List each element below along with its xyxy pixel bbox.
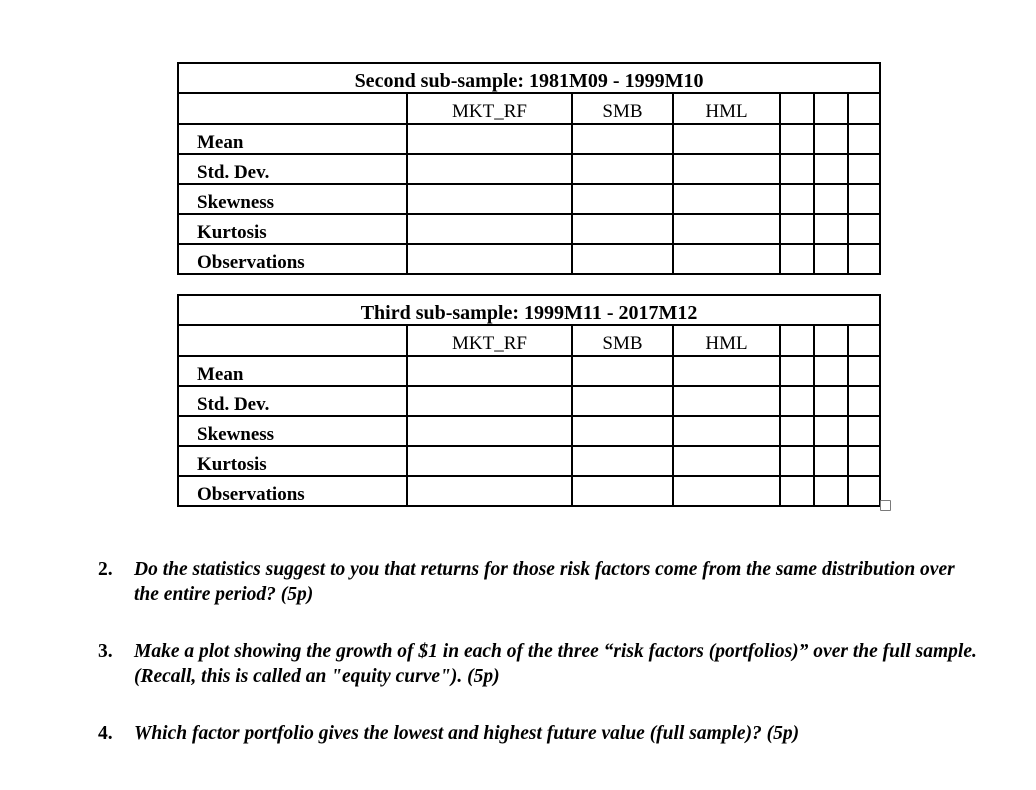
table-resize-handle[interactable] (880, 500, 891, 511)
table-cell[interactable] (572, 214, 673, 244)
table-row (178, 386, 880, 416)
table-row (178, 184, 880, 214)
third-subsample-table (177, 294, 881, 507)
question-item (98, 557, 988, 609)
table-cell[interactable] (572, 244, 673, 274)
row-label-observations: Observations (178, 476, 407, 506)
row-label-std-dev: Std. Dev. (178, 154, 407, 184)
column-header-mkt-rf: MKT_RF (407, 93, 572, 124)
table-cell[interactable] (572, 356, 673, 386)
table-cell[interactable] (572, 446, 673, 476)
table-cell[interactable] (407, 446, 572, 476)
table-cell[interactable] (407, 476, 572, 506)
table-cell[interactable] (572, 154, 673, 184)
table-cell[interactable] (673, 386, 780, 416)
table-row (178, 416, 880, 446)
table-title: Third sub-sample: 1999M11 - 2017M12 (178, 295, 880, 325)
table-row (178, 356, 880, 386)
table-row (178, 446, 880, 476)
table-cell[interactable] (407, 124, 572, 154)
table-cell[interactable] (407, 416, 572, 446)
column-header-mkt-rf: MKT_RF (407, 325, 572, 356)
column-header-hml: HML (673, 93, 780, 124)
table-header-row (178, 93, 880, 124)
column-header-smb: SMB (572, 325, 673, 356)
question-text: Do the statistics suggest to you that returns for those risk factors come from the same distribution over the entire period? (5p) (134, 559, 955, 605)
table-title: Second sub-sample: 1981M09 - 1999M10 (178, 63, 880, 93)
table-cell[interactable] (673, 184, 780, 214)
row-label-skewness: Skewness (178, 416, 407, 446)
row-label-mean: Mean (178, 124, 407, 154)
table-cell[interactable] (407, 244, 572, 274)
table-cell[interactable] (673, 154, 780, 184)
row-label-observations: Observations (178, 244, 407, 274)
table-cell[interactable] (572, 476, 673, 506)
table-cell[interactable] (673, 416, 780, 446)
table-cell[interactable] (572, 386, 673, 416)
table-cell[interactable] (407, 214, 572, 244)
table-row (178, 244, 880, 274)
table-cell[interactable] (572, 416, 673, 446)
column-header-hml: HML (673, 325, 780, 356)
question-text: Make a plot showing the growth of $1 in each of the three “risk factors (portfolios)” over the full sample. (Recall, this is called an "equity curve"). (5p) (134, 641, 977, 687)
row-label-skewness: Skewness (178, 184, 407, 214)
table-cell[interactable] (673, 476, 780, 506)
table-cell[interactable] (673, 356, 780, 386)
table-row (178, 476, 880, 506)
table-row (178, 124, 880, 154)
table-cell[interactable] (673, 244, 780, 274)
question-item (98, 639, 988, 691)
table-cell[interactable] (407, 184, 572, 214)
question-number: 4. (98, 723, 113, 744)
second-subsample-table (177, 62, 881, 275)
row-label-mean: Mean (178, 356, 407, 386)
table-header-row (178, 325, 880, 356)
question-text: Which factor portfolio gives the lowest and highest future value (full sample)? (5p) (134, 723, 800, 744)
table-row (178, 154, 880, 184)
question-number: 3. (98, 641, 113, 662)
table-cell[interactable] (673, 124, 780, 154)
row-label-std-dev: Std. Dev. (178, 386, 407, 416)
row-label-kurtosis: Kurtosis (178, 214, 407, 244)
question-item (98, 721, 988, 747)
table-cell[interactable] (673, 446, 780, 476)
table-row (178, 214, 880, 244)
row-label-kurtosis: Kurtosis (178, 446, 407, 476)
table-cell[interactable] (572, 184, 673, 214)
question-number: 2. (98, 559, 113, 580)
table-cell[interactable] (572, 124, 673, 154)
table-cell[interactable] (673, 214, 780, 244)
table-cell[interactable] (407, 356, 572, 386)
table-cell[interactable] (407, 386, 572, 416)
table-cell[interactable] (407, 154, 572, 184)
column-header-smb: SMB (572, 93, 673, 124)
